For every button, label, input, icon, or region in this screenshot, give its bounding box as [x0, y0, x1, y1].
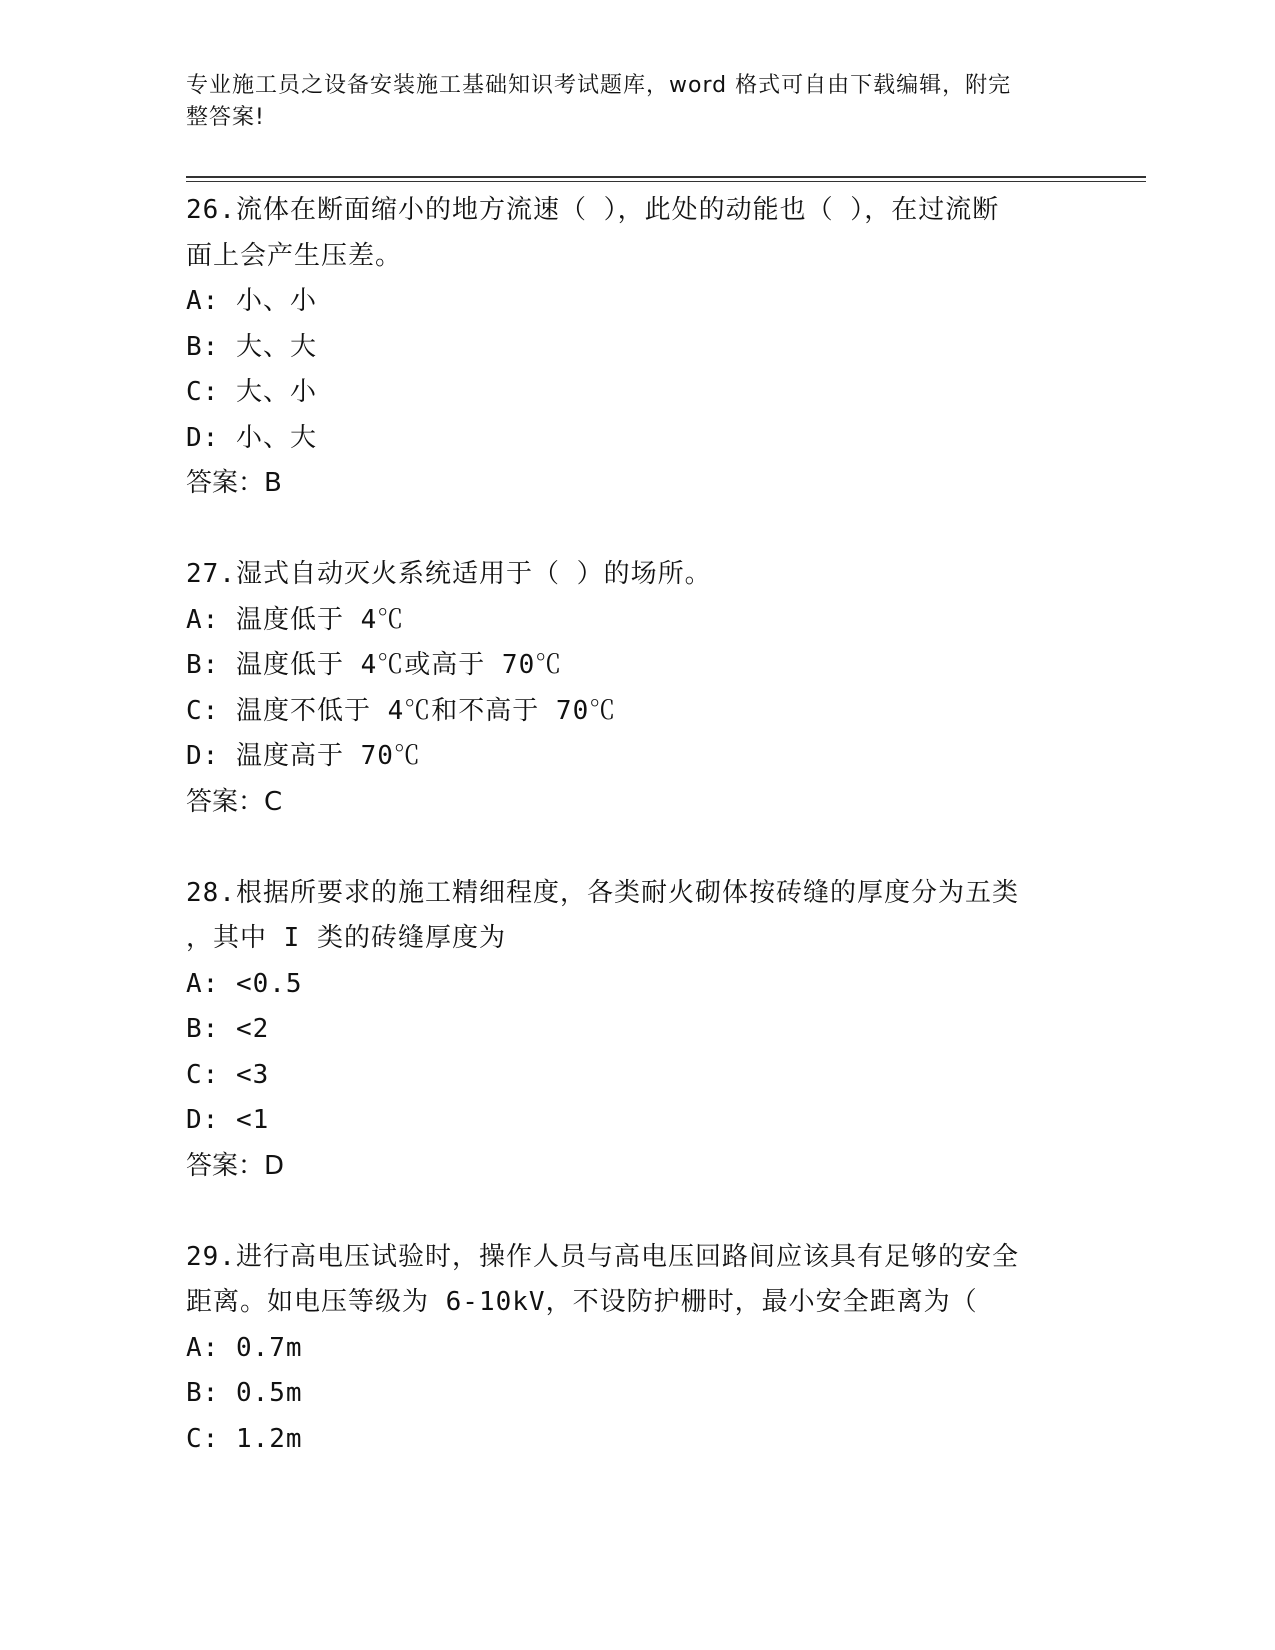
answer-line: 答案：C	[186, 786, 283, 817]
option-a: A: 温度低于 4℃	[186, 604, 405, 635]
question-stem: 29.进行高电压试验时，操作人员与高电压回路间应该具有足够的安全	[186, 1241, 1019, 1272]
option-c: C: <3	[186, 1059, 270, 1090]
option-d: D: 小、大	[186, 422, 317, 453]
option-d: D: <1	[186, 1105, 270, 1135]
question-list	[186, 188, 1086, 1462]
option-a: A: 0.7m	[186, 1332, 303, 1363]
option-a: A: <0.5	[186, 968, 303, 999]
answer-line: 答案：B	[186, 468, 282, 498]
question-stem: 26.流体在断面缩小的地方流速（ ），此处的动能也（ ），在过流断	[186, 195, 1000, 225]
question-26	[186, 188, 1086, 507]
option-b: B: 温度低于 4℃或高于 70℃	[186, 650, 563, 680]
spacer	[186, 825, 1086, 871]
answer-line: 答案：D	[186, 1150, 285, 1181]
option-c: C: 大、小	[186, 377, 317, 407]
option-d: D: 温度高于 70℃	[186, 741, 421, 771]
option-c: C: 温度不低于 4℃和不高于 70℃	[186, 695, 617, 726]
option-b: B: <2	[186, 1014, 270, 1044]
question-stem: 28.根据所要求的施工精细程度，各类耐火砌体按砖缝的厚度分为五类	[186, 877, 1019, 908]
header-divider-thin	[186, 181, 1146, 182]
header-line-2: 整答案!	[186, 105, 265, 130]
option-c: C: 1.2m	[186, 1423, 303, 1454]
question-28	[186, 871, 1086, 1190]
option-b: B: 0.5m	[186, 1378, 303, 1408]
question-stem-continued: ，其中 I 类的砖缝厚度为	[186, 923, 506, 953]
question-stem: 27.湿式自动灭火系统适用于（ ）的场所。	[186, 559, 712, 589]
question-stem-continued: 面上会产生压差。	[186, 240, 403, 271]
option-b: B: 大、大	[186, 331, 317, 362]
question-29	[186, 1235, 1086, 1463]
spacer	[186, 507, 1086, 553]
header-line-1: 专业施工员之设备安装施工基础知识考试题库，word 格式可自由下载编辑，附完	[186, 73, 1012, 98]
question-stem-continued: 距离。如电压等级为 6-10kV，不设防护栅时，最小安全距离为（	[186, 1287, 978, 1317]
header-divider-thick	[186, 176, 1146, 178]
document-header	[186, 70, 1066, 134]
question-27	[186, 552, 1086, 825]
option-a: A: 小、小	[186, 286, 317, 316]
spacer	[186, 1189, 1086, 1235]
